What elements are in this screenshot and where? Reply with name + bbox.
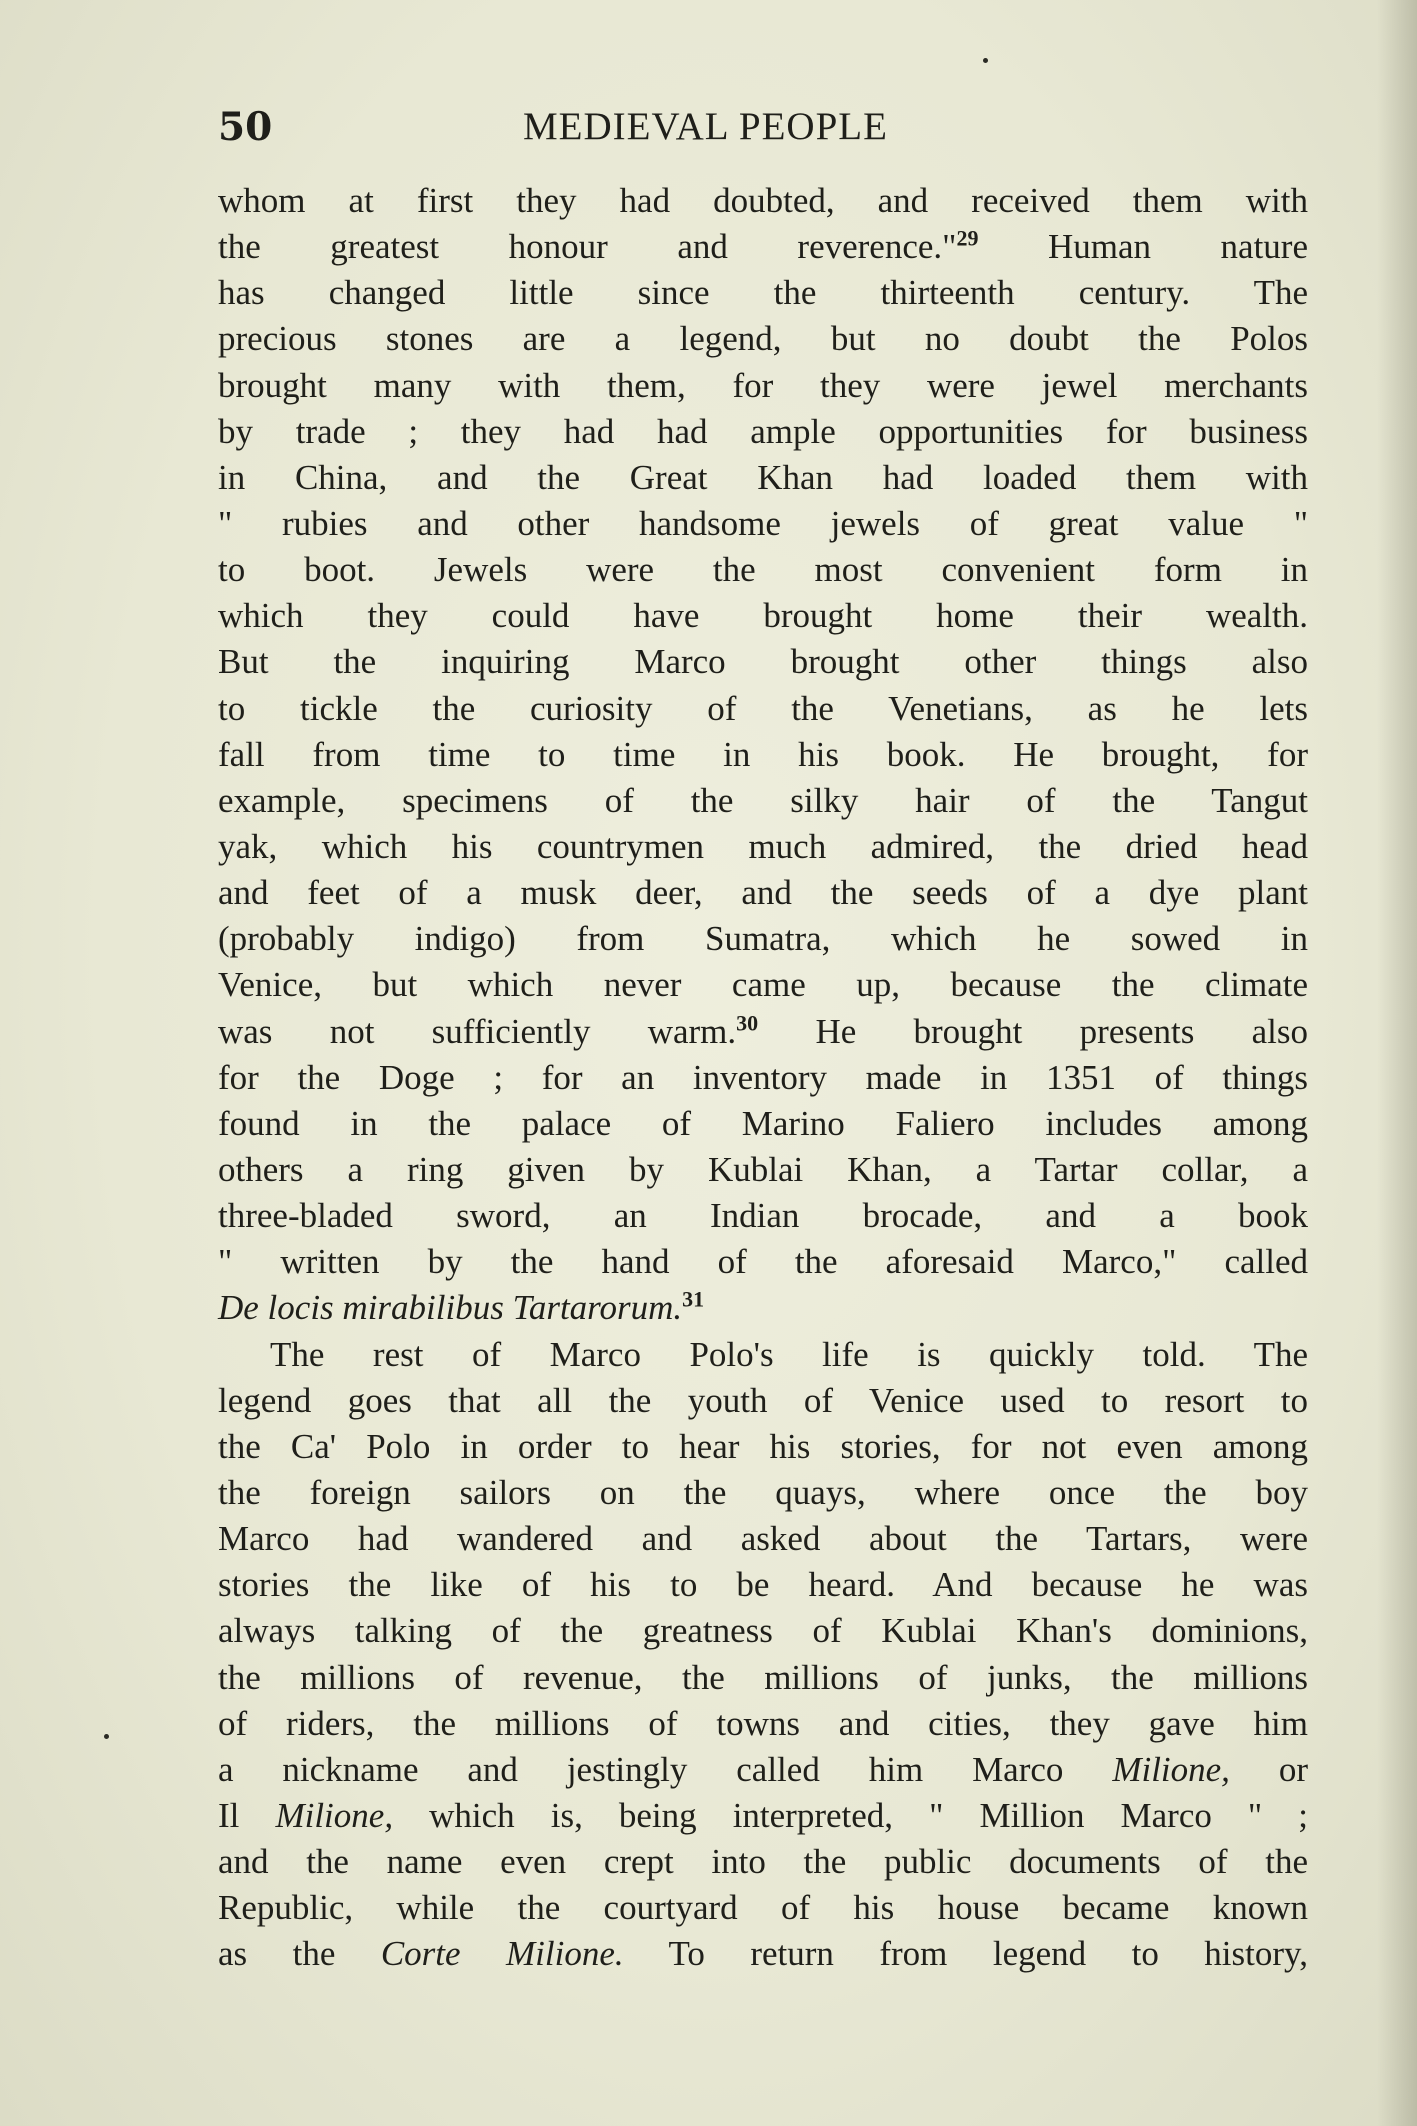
text-line: " written by the hand of the aforesaid Marco," called (218, 1242, 1308, 1282)
running-head-title: MEDIEVAL PEOPLE (523, 105, 888, 148)
text-line: Republic, while the courtyard of his house became known (218, 1888, 1308, 1928)
page-number: 50 (218, 104, 273, 150)
text-line: fall from time to time in his book. He brought, for (218, 734, 1308, 774)
italic-phrase: Corte Milione. (380, 1934, 624, 1974)
text-line: and the name even crept into the public documents of the (218, 1842, 1308, 1882)
text-line: for the Doge ; for an inventory made in 1351 of things (218, 1057, 1308, 1097)
text-line: (probably indigo) from Sumatra, which he sowed in (218, 919, 1308, 959)
text-line: of riders, the millions of towns and cities, they gave him (218, 1703, 1308, 1743)
text-line: The rest of Marco Polo's life is quickly told. The (270, 1334, 1308, 1374)
text-line: always talking of the greatness of Kublai Khan's dominions, (218, 1611, 1308, 1651)
text-line: found in the palace of Marino Faliero includes among (218, 1103, 1308, 1143)
text-line: as the Corte Milione. To return from legend to history, (218, 1934, 1308, 1974)
text-line: and feet of a musk deer, and the seeds of a dye plant (218, 873, 1308, 913)
text-line: example, specimens of the silky hair of the Tangut (218, 780, 1308, 820)
footnote-ref: 30 (736, 1009, 759, 1035)
text-line: Venice, but which never came up, because the climate (218, 965, 1308, 1005)
print-speck (104, 1734, 109, 1739)
text-line: by trade ; they had had ample opportunities for business (218, 411, 1308, 451)
text-line (218, 1285, 1308, 1331)
text-line: the greatest honour and reverence."$^{29}$ Human nature (218, 225, 1308, 267)
text-line: " rubies and other handsome jewels of great value " (218, 503, 1308, 543)
italic-phrase: Milione, (1112, 1749, 1230, 1789)
text-line: was not sufficiently warm.$^{30}$ He brought presents also (218, 1009, 1308, 1051)
text-line: others a ring given by Kublai Khan, a Tartar collar, a (218, 1149, 1308, 1189)
text-line: Marco had wandered and asked about the Tartars, were (218, 1519, 1308, 1559)
text-line: yak, which his countrymen much admired, the dried head (218, 826, 1308, 866)
text-line: stories the like of his to be heard. And because he was (218, 1565, 1308, 1605)
text-line: to tickle the curiosity of the Venetians, as he lets (218, 688, 1308, 728)
print-speck (983, 58, 988, 63)
text-line: Il Milione, which is, being interpreted, " Million Marco " ; (218, 1795, 1308, 1835)
text-line: the millions of revenue, the millions of junks, the millions (218, 1657, 1308, 1697)
text-line: in China, and the Great Khan had loaded them with (218, 457, 1308, 497)
text-line: the Ca' Polo in order to hear his stories, for not even among (218, 1426, 1308, 1466)
footnote-ref: 29 (956, 225, 979, 251)
text-line: brought many with them, for they were jewel merchants (218, 365, 1308, 405)
text-line: to boot. Jewels were the most convenient form in (218, 550, 1308, 590)
body-text (218, 178, 1308, 1977)
text-line: precious stones are a legend, but no doubt the Polos (218, 319, 1308, 359)
text-line: three-bladed sword, an Indian brocade, and a book (218, 1196, 1308, 1236)
text-line: whom at first they had doubted, and received them with (218, 181, 1308, 220)
page-gutter-shadow (1377, 0, 1417, 2126)
text-line: a nickname and jestingly called him Marco Milione, or (218, 1749, 1308, 1789)
italic-phrase: De locis mirabilibus Tartarorum. (218, 1288, 683, 1328)
text-line: legend goes that all the youth of Venice used to resort to (218, 1380, 1308, 1420)
italic-phrase: Milione, (275, 1795, 394, 1835)
text-line: the foreign sailors on the quays, where once the boy (218, 1472, 1308, 1512)
text-line: which they could have brought home their wealth. (218, 596, 1308, 636)
running-head (218, 104, 1308, 160)
text-line: has changed little since the thirteenth century. The (218, 273, 1308, 313)
text-line: But the inquiring Marco brought other things also (218, 642, 1308, 682)
footnote-ref: 31 (682, 1286, 705, 1312)
